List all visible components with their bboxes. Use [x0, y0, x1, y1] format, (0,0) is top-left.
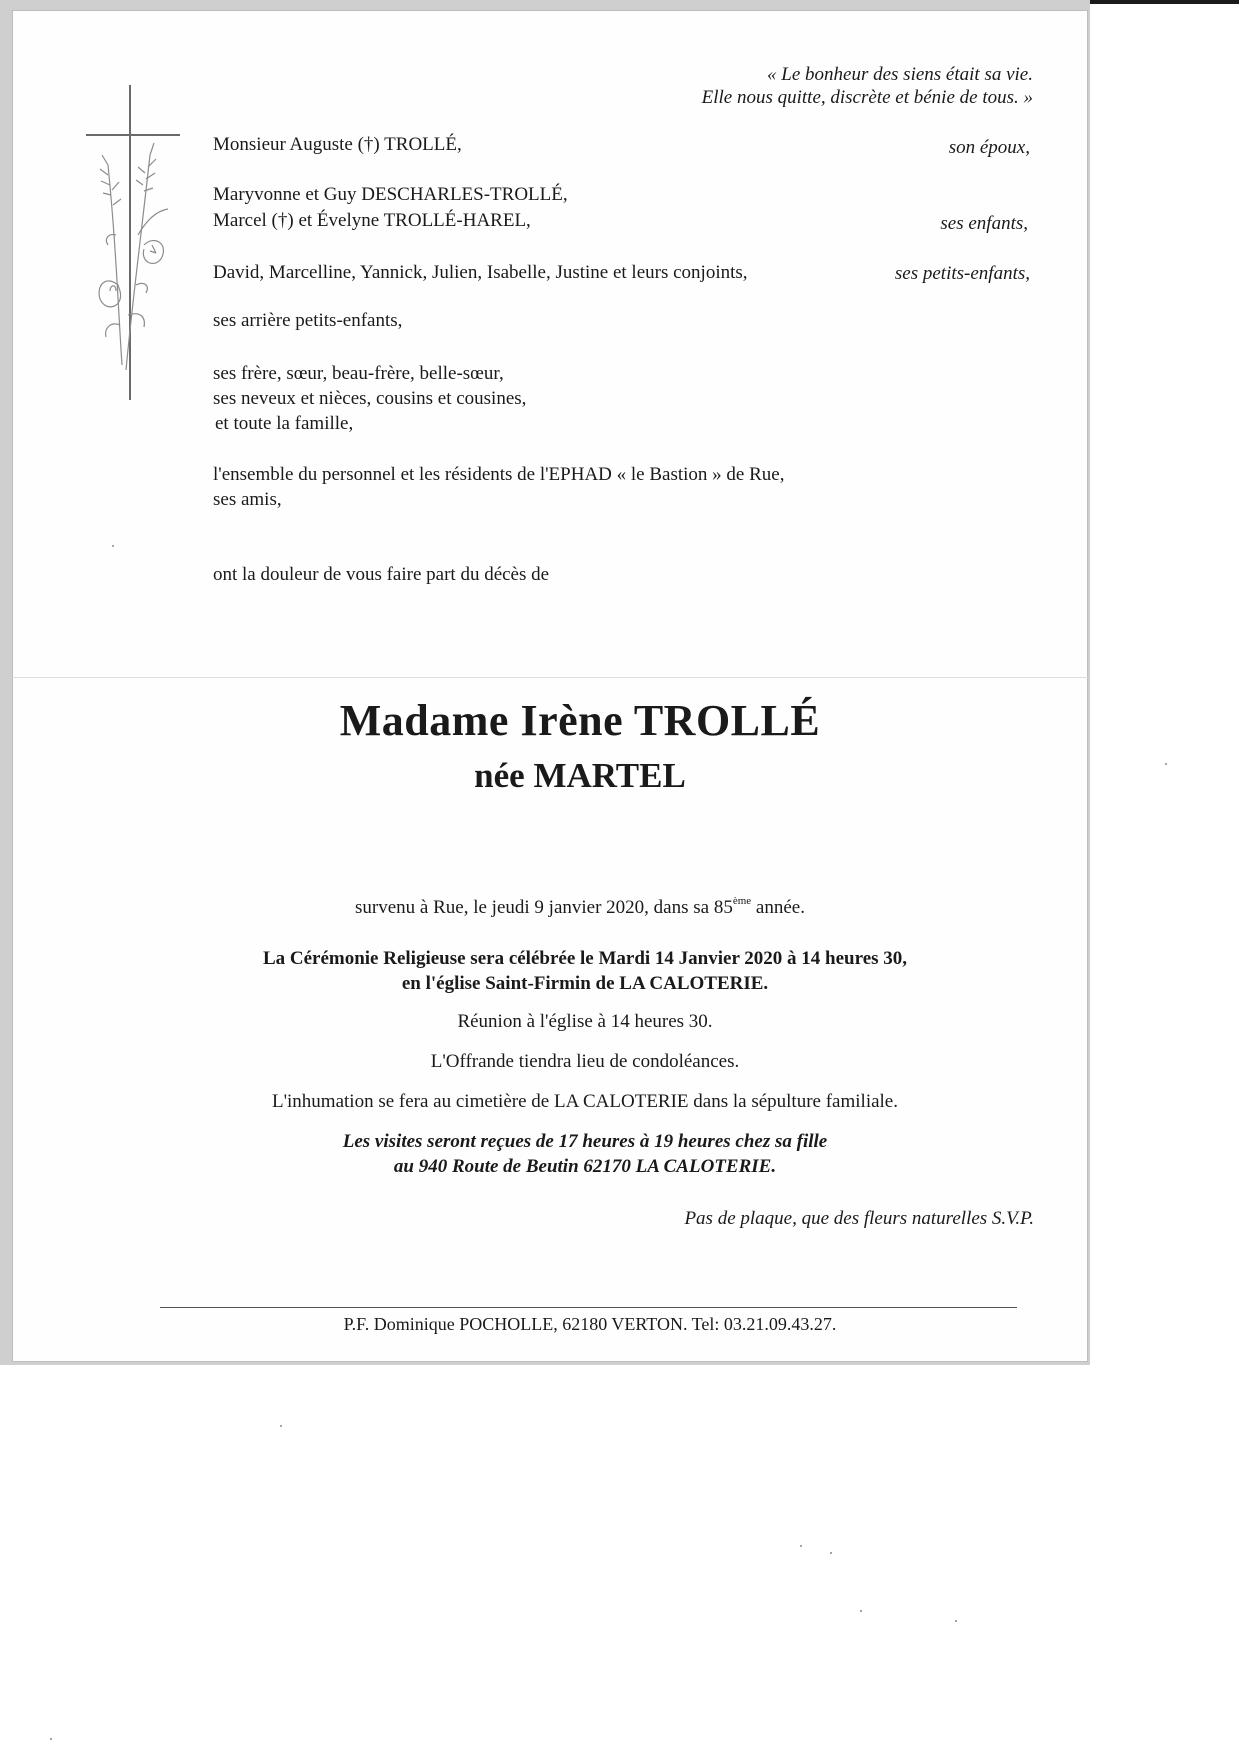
visits-line-1: Les visites seront reçues de 17 heures à 19 heures chez sa fille	[342, 1131, 828, 1152]
death-text: survenu à Rue, le jeudi 9 janvier 2020, dans sa 85	[355, 897, 733, 918]
funeral-home-footer: P.F. Dominique POCHOLLE, 62180 VERTON. Tel: 03.21.09.43.27.	[343, 1314, 837, 1334]
scan-speck	[50, 1738, 52, 1740]
great-grandchildren-line: ses arrière petits-enfants,	[213, 310, 403, 331]
friends-line: ses amis,	[213, 489, 282, 510]
scan-speck	[955, 1620, 957, 1622]
grandchildren-line: David, Marcelline, Yannick, Julien, Isabelle, Justine et leurs conjoints,	[213, 262, 748, 283]
flowers-line: Pas de plaque, que des fleurs naturelles S.V.P.	[684, 1208, 1034, 1229]
cross-with-flowers-icon	[80, 85, 190, 400]
death-line	[0, 894, 1160, 919]
deceased-name: Madame Irène TROLLÉ	[339, 696, 821, 745]
husband-line: Monsieur Auguste (†) TROLLÉ,	[213, 134, 462, 155]
scan-speck	[830, 1552, 832, 1554]
children-line-2: Marcel (†) et Évelyne TROLLÉ-HAREL,	[213, 210, 531, 231]
death-text-end: année.	[751, 897, 805, 918]
fold-line	[12, 677, 1088, 678]
relatives-line-3: et toute la famille,	[215, 413, 354, 434]
burial-line: L'inhumation se fera au cimetière de LA CALOTERIE dans la sépulture familiale.	[272, 1091, 898, 1112]
relatives-line-2: ses neveux et nièces, cousins et cousines,	[213, 388, 527, 409]
visits-line-2: au 940 Route de Beutin 62170 LA CALOTERIE.	[393, 1156, 777, 1177]
grandchildren-role: ses petits-enfants,	[894, 263, 1030, 284]
quote-line-2: Elle nous quitte, discrète et bénie de tous. »	[701, 87, 1033, 108]
ceremony-line-1: La Cérémonie Religieuse sera célébrée le Mardi 14 Janvier 2020 à 14 heures 30,	[262, 948, 908, 969]
relatives-line-1: ses frère, sœur, beau-frère, belle-sœur,	[213, 363, 504, 384]
quote-line-1: « Le bonheur des siens était sa vie.	[767, 64, 1033, 85]
scan-speck	[800, 1545, 802, 1547]
husband-role: son époux,	[948, 137, 1030, 158]
meeting-line: Réunion à l'église à 14 heures 30.	[457, 1011, 713, 1032]
children-role: ses enfants,	[940, 213, 1028, 234]
footer-divider	[160, 1307, 1017, 1308]
children-line-1: Maryvonne et Guy DESCHARLES-TROLLÉ,	[213, 184, 568, 205]
deceased-maiden-name: née MARTEL	[474, 756, 686, 795]
death-ordinal: ème	[732, 894, 752, 907]
scan-speck	[1165, 763, 1167, 765]
staff-line: l'ensemble du personnel et les résidents de l'EPHAD « le Bastion » de Rue,	[213, 464, 785, 485]
scan-edge-bar	[1090, 0, 1239, 4]
scan-speck	[280, 1425, 282, 1427]
ceremony-line-2: en l'église Saint-Firmin de LA CALOTERIE.	[401, 973, 769, 994]
announcement-line: ont la douleur de vous faire part du décès de	[213, 564, 550, 585]
scan-speck	[860, 1610, 862, 1612]
offering-line: L'Offrande tiendra lieu de condoléances.	[430, 1051, 740, 1072]
scan-speck	[112, 545, 114, 547]
